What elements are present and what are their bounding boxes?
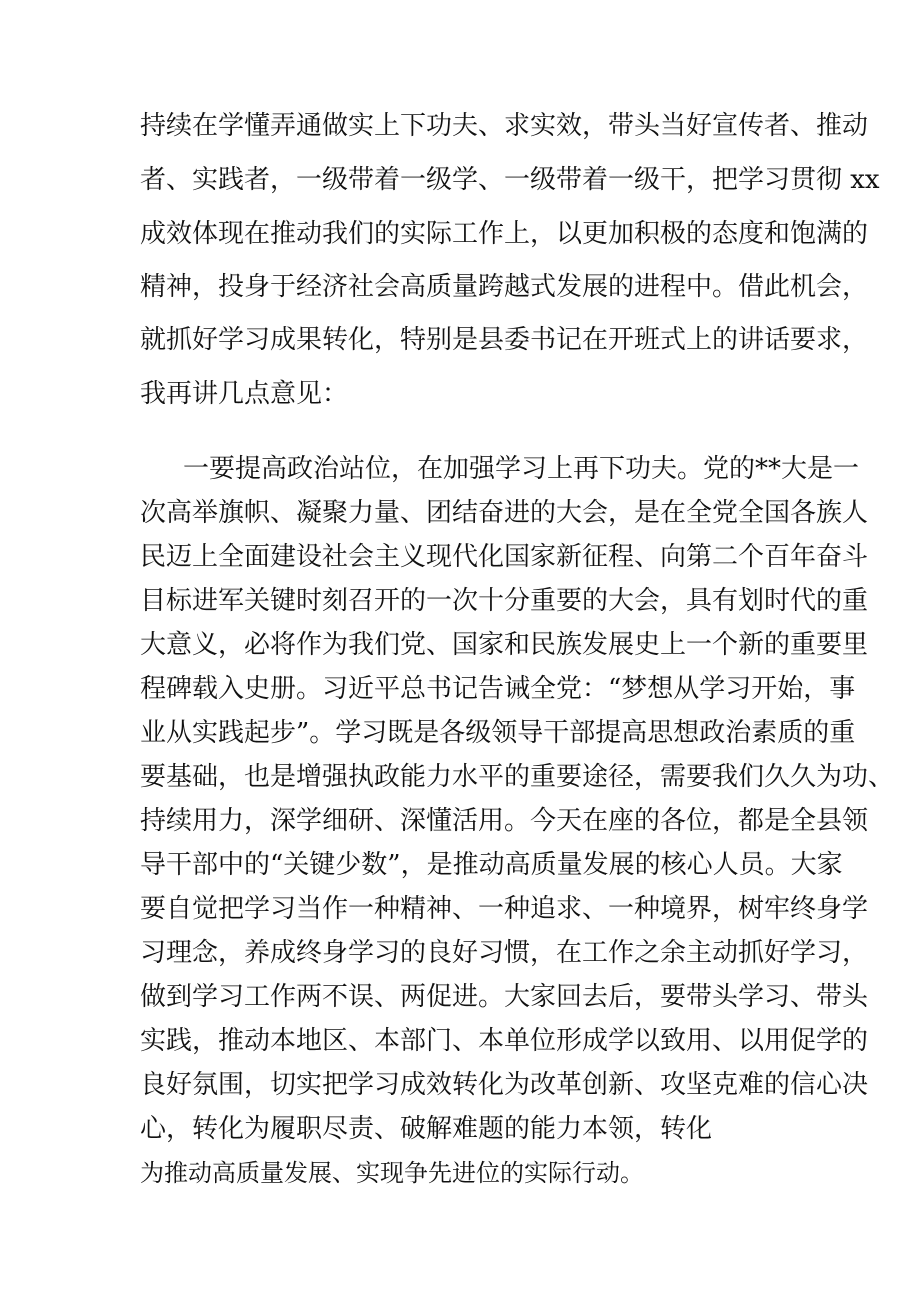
paragraph-2-line-8: 要基础，也是增强执政能力水平的重要途径，需要我们久久为功、 — [140, 762, 895, 792]
paragraph-2-line-13: 做到学习工作两不误、两促进。大家回去后，要带头学习、带头 — [140, 982, 869, 1012]
paragraph-2-line-5: 大意义，必将作为我们党、国家和民族发展史上一个新的重要里 — [140, 630, 869, 660]
paragraph-2-line-1: 一要提高政治站位，在加强学习上再下功夫。党的**大是一 — [183, 454, 860, 484]
paragraph-2-line-9: 持续用力，深学细研、深懂活用。今天在座的各位，都是全县领 — [140, 806, 869, 836]
paragraph-1-line-2: 者、实践者，一级带着一级学、一级带着一级干，把学习贯彻 xx — [140, 165, 880, 195]
paragraph-2-line-6: 程碑载入史册。习近平总书记告诫全党：“梦想从学习开始，事 — [140, 674, 856, 704]
paragraph-1-line-3: 成效体现在推动我们的实际工作上，以更加积极的态度和饱满的 — [140, 219, 869, 249]
paragraph-1-line-5: 就抓好学习成果转化，特别是县委书记在开班式上的讲话要求， — [140, 325, 869, 355]
paragraph-2-line-10: 导干部中的“关键少数”，是推动高质量发展的核心人员。大家 — [140, 850, 843, 880]
paragraph-2-line-14: 实践，推动本地区、本部门、本单位形成学以致用、以用促学的 — [140, 1026, 869, 1056]
paragraph-1-line-6: 我再讲几点意见： — [140, 379, 349, 409]
paragraph-1-line-4: 精神，投身于经济社会高质量跨越式发展的进程中。借此机会， — [140, 272, 869, 302]
paragraph-2-line-16: 心，转化为履职尽责、破解难题的能力本领，转化 — [140, 1114, 713, 1144]
paragraph-2-line-12: 习理念，养成终身学习的良好习惯，在工作之余主动抓好学习， — [140, 938, 869, 968]
paragraph-2-line-11: 要自觉把学习当作一种精神、一种追求、一种境界，树牢终身学 — [140, 894, 869, 924]
paragraph-2-line-15: 良好氛围，切实把学习成效转化为改革创新、攻坚克难的信心决 — [140, 1070, 869, 1100]
paragraph-1-line-1: 持续在学懂弄通做实上下功夫、求实效，带头当好宣传者、推动 — [140, 111, 869, 141]
paragraph-2-line-17: 为推动高质量发展、实现争先进位的实际行动。 — [140, 1159, 644, 1187]
paragraph-2-line-2: 次高举旗帜、凝聚力量、团结奋进的大会，是在全党全国各族人 — [140, 498, 869, 528]
paragraph-2-line-3: 民迈上全面建设社会主义现代化国家新征程、向第二个百年奋斗 — [140, 542, 869, 572]
paragraph-2-line-7: 业从实践起步”。学习既是各级领导干部提高思想政治素质的重 — [140, 718, 856, 748]
paragraph-2-line-4: 目标进军关键时刻召开的一次十分重要的大会，具有划时代的重 — [140, 586, 869, 616]
